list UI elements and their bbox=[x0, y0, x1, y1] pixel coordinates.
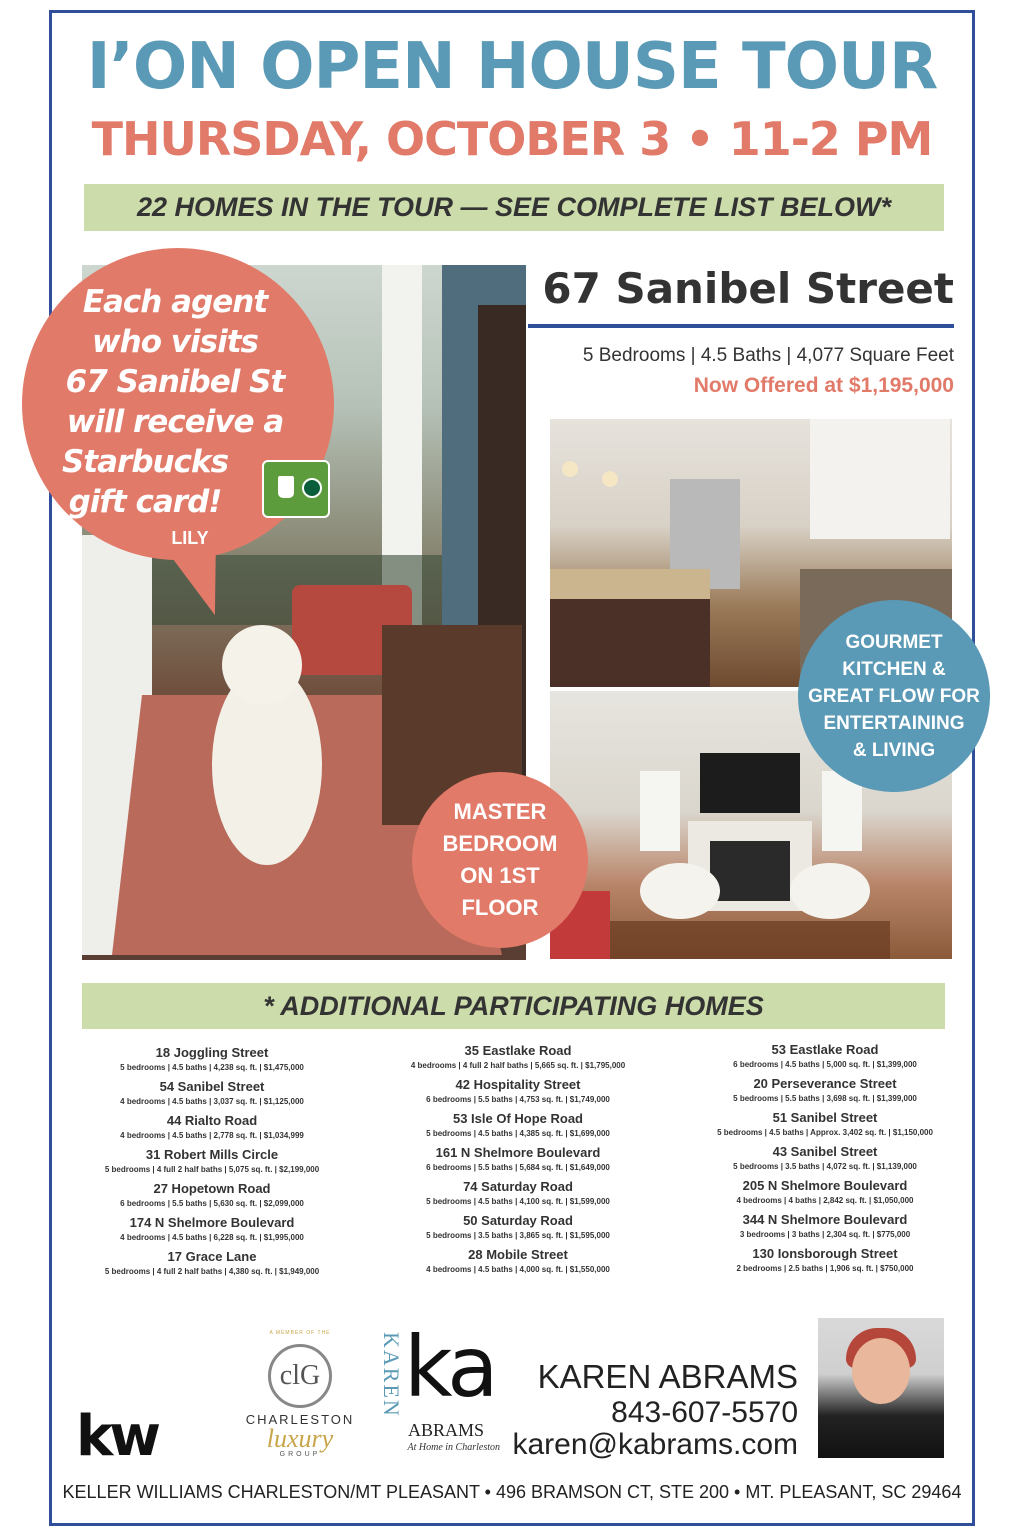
home-detail: 5 bedrooms | 4 full 2 half baths | 5,075 sq. ft. | $2,199,000 bbox=[104, 1165, 320, 1174]
home-street: 51 Sanibel Street bbox=[772, 1110, 878, 1125]
home-street: 28 Mobile Street bbox=[468, 1247, 568, 1262]
home-street: 20 Perseverance Street bbox=[753, 1076, 897, 1091]
offer-line: Each agent bbox=[82, 284, 268, 320]
home-detail: 4 bedrooms | 4 full 2 half baths | 5,665 sq. ft. | $1,795,000 bbox=[410, 1061, 626, 1070]
event-date-time: THURSDAY, OCTOBER 3 • 11-2 PM bbox=[91, 112, 933, 166]
keller-williams-logo: kw bbox=[76, 1404, 157, 1469]
home-street: 344 N Shelmore Boulevard bbox=[742, 1212, 908, 1227]
home-street: 54 Sanibel Street bbox=[159, 1079, 265, 1094]
gourmet-kitchen-callout bbox=[798, 600, 990, 792]
agent-headshot bbox=[818, 1318, 944, 1458]
clg-monogram: clG bbox=[268, 1344, 332, 1408]
homes-column-3 bbox=[698, 1041, 952, 1279]
home-detail: 2 bedrooms | 2.5 baths | 1,906 sq. ft. | $750,000 bbox=[736, 1264, 914, 1273]
additional-homes-heading: * ADDITIONAL PARTICIPATING HOMES bbox=[82, 983, 945, 1029]
home-detail: 5 bedrooms | 4.5 baths | Approx. 3,402 sq. ft. | $1,150,000 bbox=[717, 1128, 933, 1137]
home-detail: 5 bedrooms | 4.5 baths | 4,238 sq. ft. | $1,475,000 bbox=[120, 1063, 304, 1072]
callout-line: KITCHEN & bbox=[842, 658, 946, 680]
offer-line: who visits bbox=[92, 324, 258, 360]
offer-line: Starbucks bbox=[61, 444, 229, 480]
list-item bbox=[84, 1044, 340, 1078]
agent-email: karen@kabrams.com bbox=[512, 1428, 798, 1461]
list-item bbox=[84, 1214, 340, 1248]
home-street: 74 Saturday Road bbox=[463, 1179, 573, 1194]
list-item bbox=[384, 1246, 652, 1280]
home-detail: 5 bedrooms | 4.5 baths | 4,100 sq. ft. | $1,599,000 bbox=[426, 1197, 610, 1206]
starbucks-logo-icon bbox=[302, 478, 322, 498]
list-item bbox=[698, 1211, 952, 1245]
home-street: 43 Sanibel Street bbox=[772, 1144, 878, 1159]
flyer-title: I’ON OPEN HOUSE TOUR bbox=[86, 30, 938, 104]
home-street: 35 Eastlake Road bbox=[464, 1043, 572, 1058]
list-item bbox=[698, 1245, 952, 1279]
starbucks-card-icon bbox=[262, 460, 330, 518]
home-street: 53 Eastlake Road bbox=[771, 1042, 879, 1057]
homes-column-1 bbox=[84, 1044, 340, 1282]
feature-price: Now Offered at $1,195,000 bbox=[693, 374, 954, 397]
home-detail: 6 bedrooms | 5.5 baths | 4,753 sq. ft. | $1,749,000 bbox=[426, 1095, 610, 1104]
offer-line: 67 Sanibel St bbox=[65, 364, 285, 400]
list-item bbox=[698, 1109, 952, 1143]
callout-line: ON 1ST bbox=[460, 863, 540, 888]
list-item bbox=[84, 1112, 340, 1146]
agent-name: KAREN ABRAMS bbox=[537, 1358, 798, 1395]
home-street: 18 Joggling Street bbox=[155, 1045, 269, 1060]
headshot-face bbox=[852, 1338, 910, 1404]
list-item bbox=[84, 1180, 340, 1214]
callout-line: MASTER bbox=[453, 799, 547, 824]
home-street: 174 N Shelmore Boulevard bbox=[129, 1215, 295, 1230]
karen-abrams-logo bbox=[376, 1318, 500, 1458]
home-detail: 4 bedrooms | 4.5 baths | 6,228 sq. ft. | $1,995,000 bbox=[120, 1233, 304, 1242]
callout-line: GREAT FLOW FOR bbox=[808, 685, 980, 707]
ka-abrams: ABRAMS bbox=[408, 1420, 485, 1440]
charleston-luxury-group-logo bbox=[235, 1330, 365, 1458]
clg-luxury: luxury bbox=[266, 1424, 334, 1453]
home-street: 27 Hopetown Road bbox=[153, 1181, 271, 1196]
home-street: 31 Robert Mills Circle bbox=[145, 1147, 279, 1162]
list-item bbox=[698, 1075, 952, 1109]
callout-line: FLOOR bbox=[461, 895, 539, 920]
home-detail: 4 bedrooms | 4.5 baths | 4,000 sq. ft. | $1,550,000 bbox=[426, 1265, 610, 1274]
callout-line: BEDROOM bbox=[442, 831, 558, 856]
ka-vertical-name: KAREN bbox=[379, 1332, 404, 1418]
dog-name: LILY bbox=[171, 528, 209, 548]
agent-phone: 843-607-5570 bbox=[611, 1396, 798, 1429]
offer-line: will receive a bbox=[66, 404, 284, 440]
master-bedroom-callout bbox=[412, 772, 588, 948]
home-street: 205 N Shelmore Boulevard bbox=[742, 1178, 908, 1193]
home-detail: 5 bedrooms | 4 full 2 half baths | 4,380 sq. ft. | $1,949,000 bbox=[104, 1267, 320, 1276]
ka-tagline: At Home in Charleston bbox=[407, 1442, 500, 1453]
list-item bbox=[698, 1143, 952, 1177]
ka-mark: ka bbox=[404, 1318, 495, 1416]
homes-count-banner: 22 HOMES IN THE TOUR — SEE COMPLETE LIST BELOW* bbox=[84, 184, 944, 231]
brokerage-address: KELLER WILLIAMS CHARLESTON/MT PLEASANT • 496 BRAMSON CT, STE 200 • MT. PLEASANT, SC 29464 bbox=[62, 1482, 962, 1502]
home-street: 17 Grace Lane bbox=[167, 1249, 257, 1264]
home-detail: 6 bedrooms | 5.5 baths | 5,630 sq. ft. | $2,099,000 bbox=[120, 1199, 304, 1208]
home-detail: 4 bedrooms | 4 baths | 2,842 sq. ft. | $1,050,000 bbox=[736, 1196, 914, 1205]
home-detail: 5 bedrooms | 3.5 baths | 4,072 sq. ft. | $1,139,000 bbox=[733, 1162, 917, 1171]
list-item bbox=[84, 1146, 340, 1180]
list-item bbox=[698, 1177, 952, 1211]
list-item bbox=[384, 1144, 652, 1178]
home-street: 161 N Shelmore Boulevard bbox=[435, 1145, 601, 1160]
callout-line: ENTERTAINING bbox=[823, 712, 965, 734]
list-item bbox=[384, 1178, 652, 1212]
homes-column-2 bbox=[384, 1042, 652, 1280]
coffee-cup-icon bbox=[278, 476, 294, 498]
list-item bbox=[84, 1078, 340, 1112]
feature-specs: 5 Bedrooms | 4.5 Baths | 4,077 Square Feet bbox=[582, 345, 954, 366]
home-detail: 6 bedrooms | 4.5 baths | 5,000 sq. ft. | $1,399,000 bbox=[733, 1060, 917, 1069]
list-item bbox=[384, 1042, 652, 1076]
home-detail: 6 bedrooms | 5.5 baths | 5,684 sq. ft. | $1,649,000 bbox=[426, 1163, 610, 1172]
home-detail: 5 bedrooms | 4.5 baths | 4,385 sq. ft. | $1,699,000 bbox=[426, 1129, 610, 1138]
list-item bbox=[698, 1041, 952, 1075]
clg-member-text: A MEMBER OF THE bbox=[269, 1330, 331, 1336]
list-item bbox=[384, 1212, 652, 1246]
home-street: 44 Rialto Road bbox=[166, 1113, 258, 1128]
feature-address: 67 Sanibel Street bbox=[542, 264, 954, 313]
home-street: 42 Hospitality Street bbox=[455, 1077, 581, 1092]
home-street: 130 Ionsborough Street bbox=[752, 1246, 898, 1261]
home-detail: 3 bedrooms | 3 baths | 2,304 sq. ft. | $775,000 bbox=[739, 1230, 911, 1239]
home-detail: 5 bedrooms | 3.5 baths | 3,865 sq. ft. | $1,595,000 bbox=[426, 1231, 610, 1240]
clg-group: GROUP bbox=[279, 1451, 321, 1458]
home-street: 50 Saturday Road bbox=[463, 1213, 573, 1228]
list-item bbox=[384, 1076, 652, 1110]
callout-line: & LIVING bbox=[852, 739, 936, 761]
list-item bbox=[84, 1248, 340, 1282]
home-street: 53 Isle Of Hope Road bbox=[452, 1111, 584, 1126]
offer-line: gift card! bbox=[68, 484, 222, 520]
home-detail: 4 bedrooms | 4.5 baths | 3,037 sq. ft. | $1,125,000 bbox=[120, 1097, 304, 1106]
clg-name: CHARLESTON bbox=[245, 1412, 355, 1427]
callout-line: GOURMET bbox=[845, 631, 943, 653]
list-item bbox=[384, 1110, 652, 1144]
address-underline bbox=[528, 324, 954, 328]
home-detail: 4 bedrooms | 4.5 baths | 2,778 sq. ft. | $1,034,999 bbox=[120, 1131, 304, 1140]
home-detail: 5 bedrooms | 5.5 baths | 3,698 sq. ft. | $1,399,000 bbox=[733, 1094, 917, 1103]
